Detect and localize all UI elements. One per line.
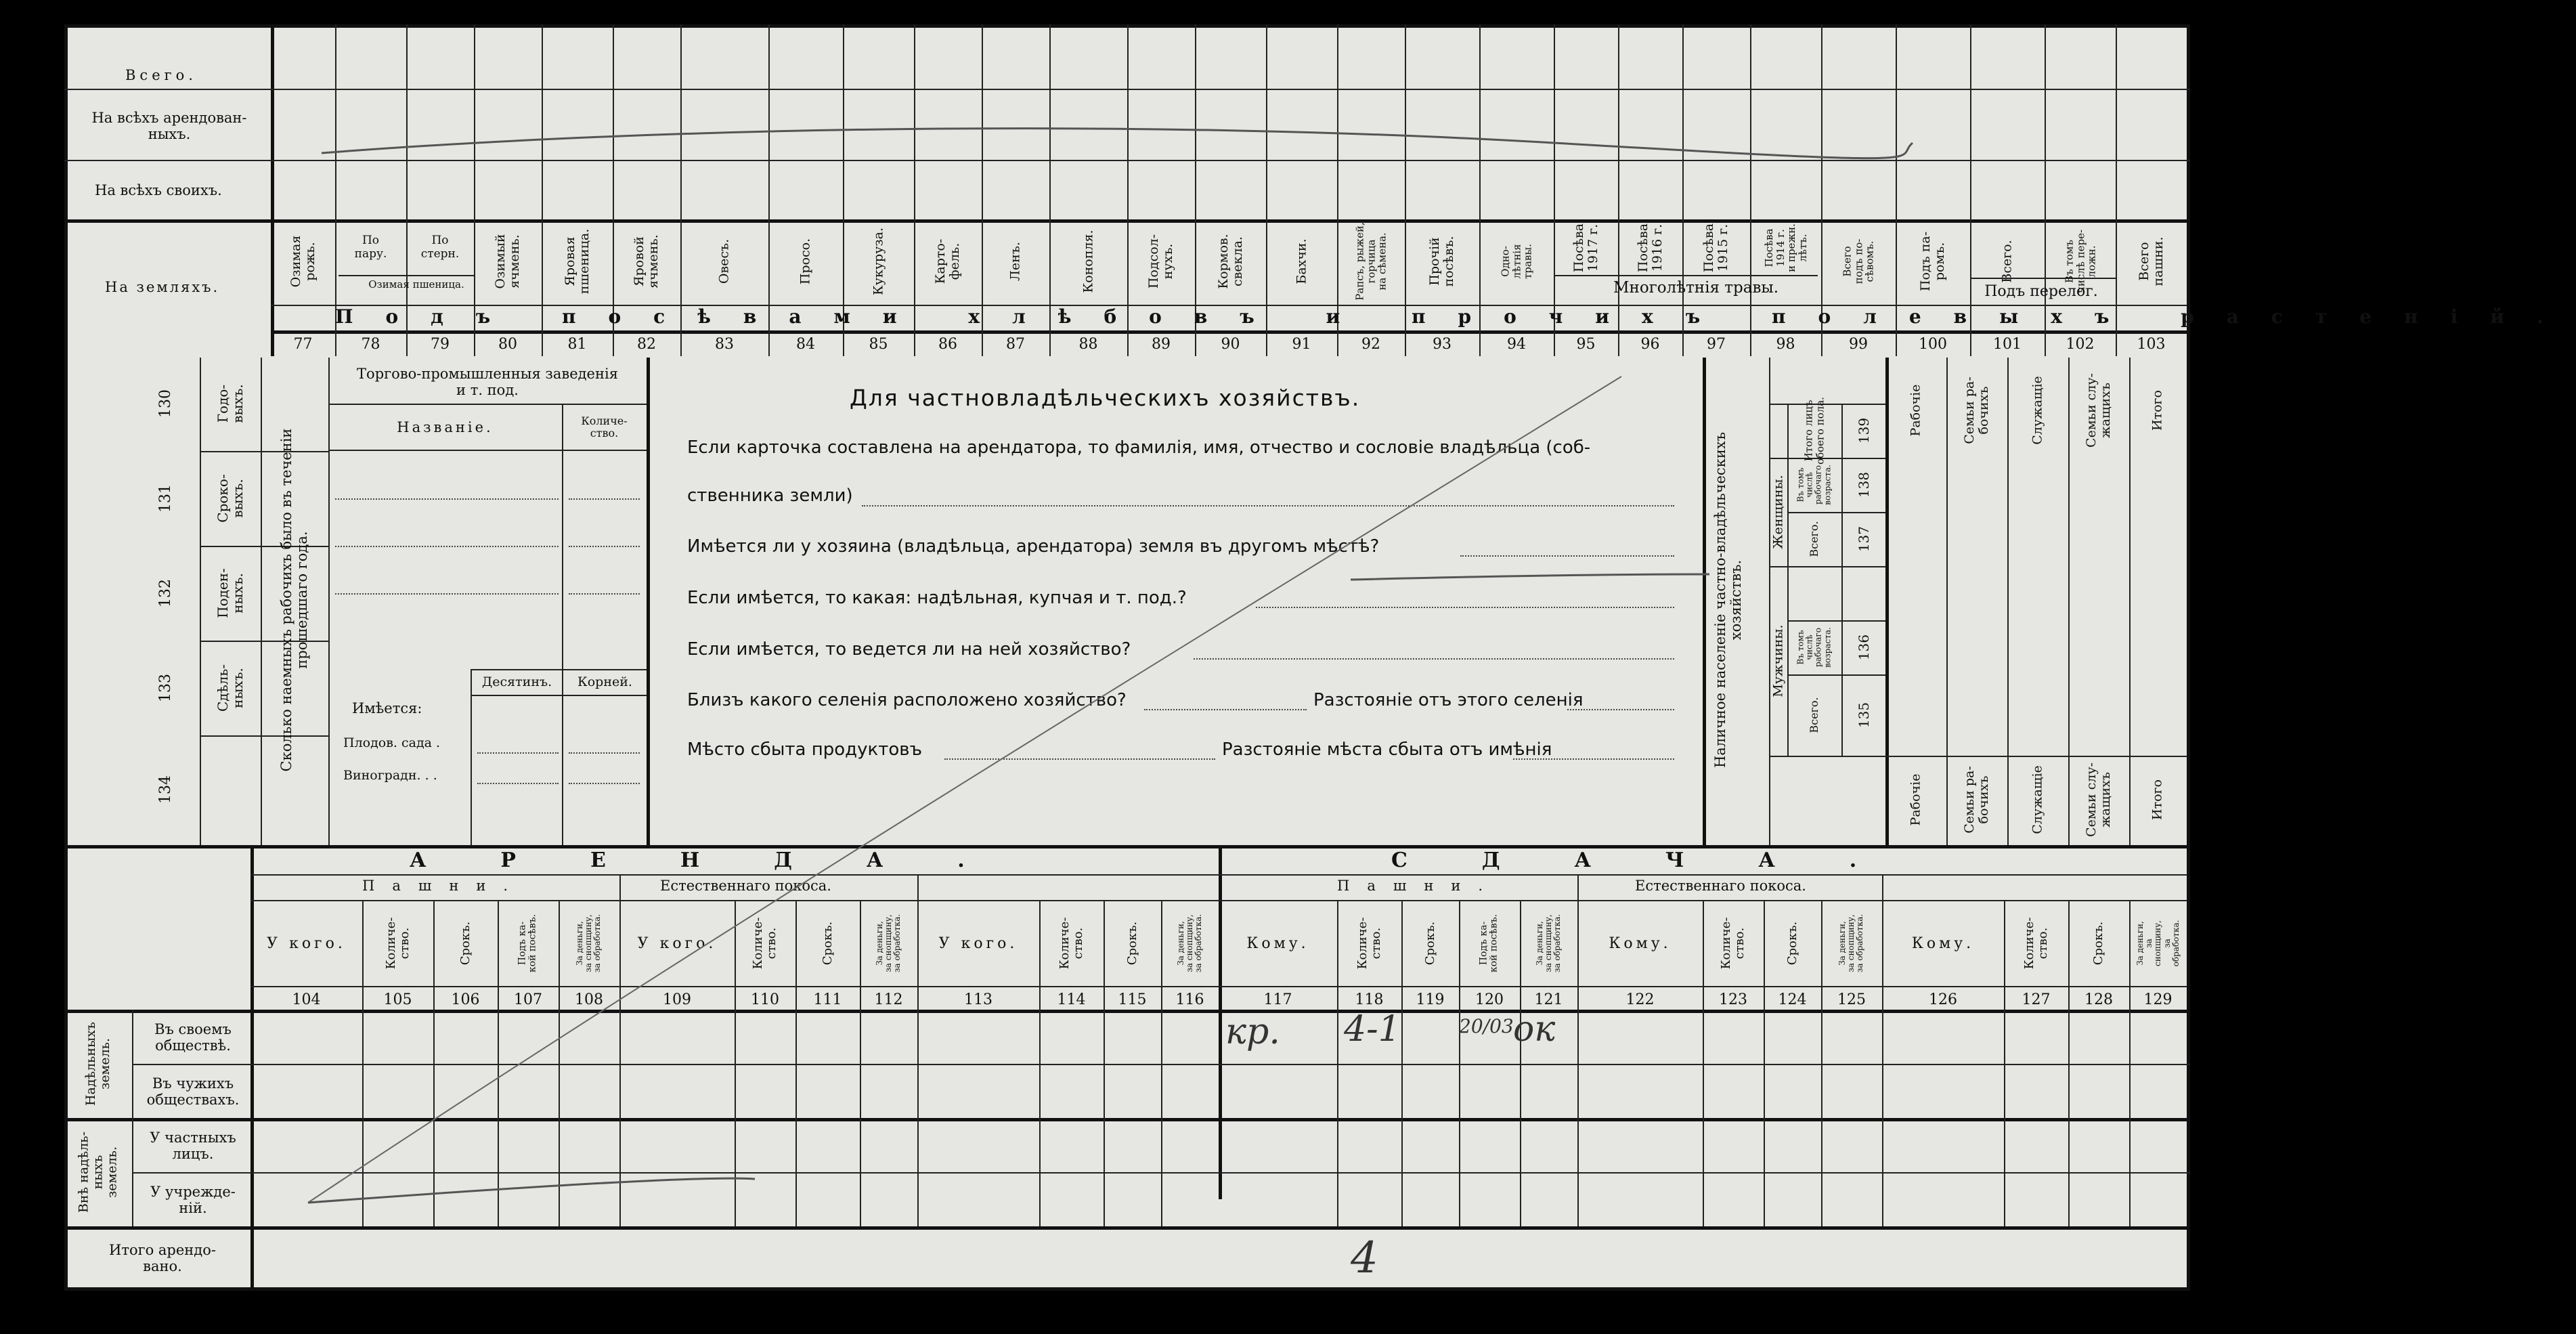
- worker-label: Сдѣль- ныхъ.: [215, 664, 246, 712]
- garden-has: Имѣется:: [352, 700, 422, 716]
- top-col-label: Яровой ячмень.: [632, 234, 661, 288]
- top-col-label: Кормов. свекла.: [1215, 234, 1245, 289]
- pop-number: 135: [1856, 702, 1872, 729]
- land-label: На земляхъ.: [105, 279, 220, 295]
- hw-total: 4: [1351, 1233, 1378, 1283]
- worker-label: Годо- выхъ.: [215, 384, 246, 423]
- worker-number: 131: [156, 484, 174, 513]
- bottom-col-number: 127: [2022, 991, 2051, 1008]
- question-market: Мѣсто сбыта продуктовъ: [687, 739, 922, 760]
- bottom-col-label: Кому.: [1609, 934, 1672, 952]
- right-col-label-bottom: Итого: [2149, 779, 2165, 820]
- top-col-label: По пару.: [354, 234, 387, 261]
- top-col-number: 94: [1507, 336, 1526, 353]
- top-col-label: Кукуруза.: [871, 227, 886, 296]
- pencil-strokes: [64, 24, 2190, 1291]
- bottom-col-number: 112: [874, 991, 903, 1008]
- top-col-number: 99: [1849, 336, 1868, 353]
- group-vne-nadelnyh: Внѣ надѣль- ныхъ земель.: [76, 1131, 120, 1213]
- pop-number: 137: [1856, 525, 1872, 553]
- bottom-col-label: У кого.: [637, 934, 717, 952]
- top-col-number: 87: [1006, 336, 1025, 353]
- top-col-label: Посѣва 1916 г.: [1635, 223, 1665, 273]
- row-uchrezhdeniy: У учрежде- нiй.: [150, 1183, 236, 1216]
- top-col-number: 98: [1776, 336, 1795, 353]
- bottom-col-label: Срокъ.: [458, 921, 473, 966]
- bottom-col-number: 128: [2084, 991, 2113, 1008]
- bottom-col-number: 125: [1837, 991, 1866, 1008]
- workers-title: Сколько наемныхъ рабочихъ было въ теченiи прошедшаго года.: [278, 428, 310, 772]
- population-title: Наличное населенiе частно-владѣльческихъ хозяйствъ.: [1711, 431, 1744, 769]
- top-col-number: 103: [2137, 336, 2166, 353]
- bottom-col-number: 110: [751, 991, 779, 1008]
- bottom-col-number: 120: [1475, 991, 1504, 1008]
- bottom-col-number: 115: [1118, 991, 1147, 1008]
- pop-number: 138: [1856, 471, 1872, 498]
- top-col-label: Посѣва 1914 г. и прежн. лѣтъ.: [1762, 223, 1808, 272]
- top-col-label: Рапсъ, рыжей, горчица на сѣмена.: [1353, 222, 1389, 301]
- right-col-label: Служащiе: [2030, 376, 2045, 445]
- pop-itogo: Итого лицъ обоего пола.: [1802, 397, 1826, 465]
- top-col-number: 77: [293, 336, 313, 353]
- hw-qty: 4-1: [1344, 1009, 1401, 1050]
- top-col-label: Всего.: [1999, 240, 2015, 283]
- pop-men-total: Всего.: [1808, 697, 1821, 733]
- desyatin-header: Десятинъ.: [481, 674, 552, 690]
- top-col-label: Яровая пшеница.: [562, 228, 592, 295]
- garden-vine: Виноградн. . .: [343, 768, 437, 783]
- census-card: [64, 24, 2576, 1291]
- row-chuzhih-obshchestvah: Въ чужихъ обществахъ.: [146, 1075, 240, 1108]
- right-col-label: Рабочiе: [1908, 384, 1923, 437]
- bottom-col-label: За деньги, за снопщину, за обработка.: [1837, 913, 1865, 973]
- top-col-number: 92: [1361, 336, 1380, 353]
- top-col-number: 96: [1640, 336, 1660, 353]
- top-col-number: 81: [567, 336, 587, 353]
- bottom-col-label: Подъ ка- кой посѣвъ.: [1478, 913, 1500, 973]
- top-col-number: 82: [637, 336, 656, 353]
- hw-srok: 20/03: [1459, 1015, 1514, 1037]
- top-col-number: 79: [431, 336, 450, 353]
- bottom-col-label: У кого.: [938, 934, 1018, 952]
- question-owner-line1: Если карточка составлена на арендатора, то фамилiя, имя, отчество и сословiе владѣльца (соб-: [687, 437, 1591, 458]
- bottom-col-number: 129: [2143, 991, 2173, 1008]
- worker-label: Сроко- выхъ.: [215, 474, 246, 523]
- top-col-label: По стерн.: [420, 234, 460, 261]
- top-col-number: 83: [715, 336, 734, 353]
- row-chastnyh-lits: У частныхъ лицъ.: [150, 1129, 236, 1162]
- top-col-number: 97: [1707, 336, 1726, 353]
- right-col-label: Семьи слу- жащихъ: [2084, 373, 2113, 448]
- top-col-label: Овесъ.: [716, 238, 732, 284]
- bottom-col-label: Подъ ка- кой посѣвъ.: [517, 913, 538, 973]
- bottom-col-number: 126: [1929, 991, 1957, 1008]
- bottom-col-number: 113: [964, 991, 992, 1008]
- top-col-number: 80: [498, 336, 517, 353]
- question-land-type: Если имѣется, то какая: надѣльная, купчая и т. под.?: [687, 588, 1187, 608]
- row-itogo-arendovano: Итого арендо- вано.: [109, 1241, 216, 1274]
- bottom-col-number: 104: [292, 991, 321, 1008]
- row-vsego: Всего.: [125, 67, 197, 83]
- top-col-label: Всего пашни.: [2136, 236, 2166, 286]
- worker-number: 132: [156, 579, 174, 607]
- right-col-label-bottom: Семьи слу- жащихъ: [2084, 762, 2113, 837]
- top-col-number: 84: [796, 336, 815, 353]
- worker-number: 133: [156, 674, 174, 702]
- bottom-col-label: Срокъ.: [2091, 921, 2106, 966]
- bottom-col-number: 107: [514, 991, 542, 1008]
- bottom-col-label: За деньги, за снопщину, за обработка.: [575, 913, 603, 973]
- sdacha-pashni: Пашни.: [1337, 878, 1501, 894]
- top-col-number: 93: [1433, 336, 1451, 353]
- bottom-col-label: За деньги, за снопщину, за обработка.: [2135, 920, 2181, 967]
- bottom-col-label: За деньги, за снопщину, за обработка.: [874, 913, 902, 973]
- bottom-col-label: Количе- ство.: [751, 917, 779, 970]
- bottom-col-number: 117: [1263, 991, 1292, 1008]
- bottom-col-label: Количе- ство.: [1355, 917, 1383, 970]
- bottom-col-label: Срокъ.: [820, 921, 835, 966]
- top-col-number: 90: [1221, 336, 1240, 353]
- right-col-label-bottom: Служащiе: [2030, 765, 2045, 834]
- pop-women: Женщины.: [1770, 475, 1786, 549]
- question-other-land: Имѣется ли у хозяина (владѣльца, арендатора) земля въ другомъ мѣстѣ?: [687, 536, 1380, 557]
- question-village: Близъ какого селенiя расположено хозяйство?: [687, 690, 1127, 710]
- row-svoih: На всѣхъ своихъ.: [95, 182, 222, 198]
- top-col-label: Бахчи.: [1294, 238, 1309, 284]
- trade-name-header: Названiе.: [397, 418, 494, 435]
- top-col-number: 95: [1576, 336, 1596, 353]
- bottom-col-number: 118: [1355, 991, 1384, 1008]
- worker-number: 130: [156, 389, 174, 418]
- ozimaya-pshenitsa-label: Озимая пшеница.: [368, 278, 464, 291]
- bottom-col-label: Срокъ.: [1785, 921, 1799, 966]
- trade-count-header: Количе- ство.: [581, 414, 628, 439]
- pop-women-total: Всего.: [1808, 521, 1821, 557]
- top-col-label: Карто- фель.: [933, 238, 962, 284]
- top-col-label: Озимый ячмень.: [493, 234, 522, 289]
- question-farming: Если имѣется, то ведется ли на ней хозяйство?: [687, 639, 1131, 660]
- top-col-number: 86: [938, 336, 957, 353]
- top-col-label: Одно- лѣтнiя травы.: [1499, 244, 1534, 279]
- bottom-col-number: 109: [663, 991, 691, 1008]
- bottom-col-number: 123: [1719, 991, 1747, 1008]
- right-col-label: Итого: [2149, 390, 2165, 431]
- top-col-number: 78: [361, 336, 380, 353]
- pod-perelog-label: Подъ перелог.: [1984, 283, 2098, 301]
- top-col-number: 100: [1919, 336, 1947, 353]
- bottom-col-label: У кого.: [267, 934, 346, 952]
- pop-women-working: Въ томъ числѣ рабочаго возраста.: [1795, 465, 1833, 505]
- top-col-number: 91: [1292, 336, 1311, 353]
- top-col-label: Подъ па- ромъ.: [1918, 231, 1947, 292]
- bottom-col-number: 111: [813, 991, 842, 1008]
- sdacha-pokos: Естественнаго покоса.: [1635, 878, 1806, 894]
- bottom-col-label: Количе- ство.: [1719, 917, 1747, 970]
- korney-header: Корней.: [577, 674, 632, 690]
- top-col-label: Посѣва 1915 г.: [1701, 223, 1730, 273]
- top-col-label: Посѣва 1917 г.: [1571, 223, 1600, 273]
- bottom-col-label: Кому.: [1246, 934, 1309, 952]
- top-col-number: 88: [1078, 336, 1098, 353]
- arenda-pokos: Естественнаго покоса.: [660, 878, 831, 894]
- top-col-label: Озимая рожь.: [288, 235, 318, 288]
- bottom-col-label: Срокъ.: [1422, 921, 1437, 966]
- top-col-label: Конопля.: [1080, 230, 1096, 293]
- sowing-band: Подъ посѣвами хлѣбовъ и прочихъ полевыхъ растенiй.: [335, 305, 2576, 328]
- question-village-distance: Разстоянiе отъ этого селенiя: [1313, 690, 1584, 710]
- bottom-col-label: За деньги, за снопщину, за обработка.: [1175, 913, 1204, 973]
- garden-fruit: Плодов. сада .: [343, 735, 441, 750]
- row-arendovannyh: На всѣхъ арендован- ныхъ.: [91, 109, 247, 142]
- right-col-label-bottom: Рабочiе: [1908, 773, 1923, 826]
- top-col-label: Ленъ.: [1007, 242, 1023, 281]
- mnogoletnie-label: Многолѣтнiя травы.: [1613, 278, 1779, 297]
- pop-number: 139: [1856, 417, 1872, 444]
- arenda-title: АРЕНДА.: [410, 848, 1039, 872]
- top-col-number: 85: [869, 336, 888, 353]
- bottom-col-label: Количе- ство.: [383, 917, 412, 970]
- hw-komu: кр.: [1225, 1012, 1280, 1052]
- bottom-col-label: Количе- ство.: [1057, 917, 1085, 970]
- bottom-col-number: 108: [575, 991, 603, 1008]
- bottom-col-label: Срокъ.: [1125, 921, 1139, 966]
- bottom-col-label: Количе- ство.: [2022, 917, 2050, 970]
- pop-number: 136: [1856, 634, 1872, 661]
- top-col-number: 89: [1152, 336, 1171, 353]
- bottom-col-number: 124: [1778, 991, 1807, 1008]
- pop-men-working: Въ томъ числѣ рабочаго возраста.: [1795, 627, 1833, 668]
- top-col-label: Прочiй посѣвъ.: [1427, 236, 1456, 287]
- bottom-col-label: Кому.: [1911, 934, 1975, 952]
- pop-men: Мужчины.: [1770, 624, 1786, 697]
- bottom-col-number: 114: [1057, 991, 1086, 1008]
- top-col-label: Подсол- нухъ.: [1146, 234, 1175, 289]
- group-nadelnye: Надѣльныхъ земель.: [83, 1021, 112, 1106]
- top-col-number: 101: [1993, 336, 2022, 353]
- right-col-label-bottom: Семьи ра- бочихъ: [1962, 766, 1991, 834]
- question-owner-line2: ственника земли): [687, 486, 853, 506]
- bottom-col-number: 121: [1534, 991, 1563, 1008]
- top-col-label: Всего подъ по- сѣвомъ.: [1841, 238, 1876, 284]
- bottom-col-number: 105: [383, 991, 412, 1008]
- worker-number: 134: [156, 775, 174, 804]
- top-col-label: Просо.: [798, 238, 813, 285]
- trade-title: Торгово-промышленныя заведенiя и т. под.: [357, 365, 618, 398]
- right-col-label: Семьи ра- бочихъ: [1962, 376, 1991, 444]
- bottom-col-number: 116: [1175, 991, 1204, 1008]
- arenda-pashni: Пашни.: [362, 878, 526, 894]
- private-title: Для частновладѣльческихъ хозяйствъ.: [850, 385, 1361, 411]
- bottom-col-number: 119: [1416, 991, 1445, 1008]
- top-col-label: Въ томъ числѣ пере- ложн.: [2062, 229, 2097, 294]
- bottom-col-label: За деньги, за снопщину, за обработка.: [1534, 913, 1563, 973]
- bottom-col-number: 106: [451, 991, 480, 1008]
- bottom-col-number: 122: [1625, 991, 1655, 1008]
- row-svoem-obshchestve: Въ своемъ обществѣ.: [154, 1020, 232, 1054]
- question-market-distance: Разстоянiе мѣста сбыта отъ имѣнiя: [1222, 739, 1552, 760]
- top-col-number: 102: [2066, 336, 2095, 353]
- hw-pay: ок: [1513, 1009, 1556, 1050]
- sdacha-title: СДАЧА.: [1391, 848, 1931, 872]
- worker-label: Поден- ныхъ.: [215, 568, 246, 618]
